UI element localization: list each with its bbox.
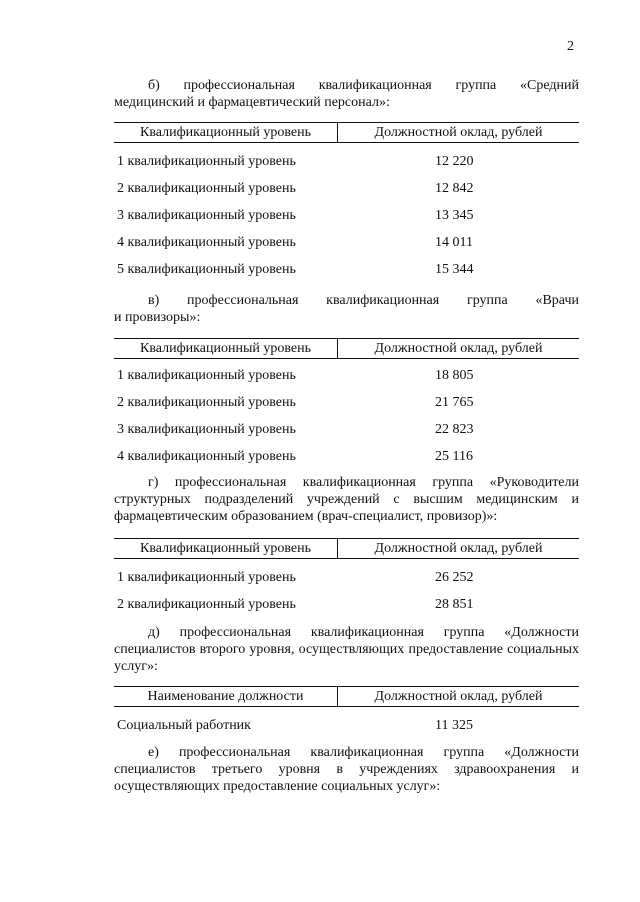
table-v: [114, 338, 579, 475]
paragraph-b-line1: б) профессиональная квалификационная группа «Средний: [148, 78, 579, 93]
table-cell-position: Социальный работник: [117, 718, 251, 733]
table-cell-level: 1 квалификационный уровень: [117, 368, 296, 383]
paragraph-d: [114, 624, 579, 675]
table-cell-level: 4 квалификационный уровень: [117, 235, 296, 250]
table-cell-salary: 22 823: [435, 422, 474, 437]
table-v-header-col2: Должностной оклад, рублей: [374, 341, 543, 356]
table-b-header: [114, 122, 579, 143]
paragraph-e-rest: специалистов третьего уровня в учреждениях здравоохранения и осуществляющих предоставление социальных услуг»:: [114, 762, 579, 794]
table-cell-salary: 11 325: [435, 718, 473, 733]
page-number: 2: [567, 39, 574, 54]
table-b-header-col1: Квалификационный уровень: [140, 125, 311, 140]
table-g-header-col1: Квалификационный уровень: [140, 541, 311, 556]
table-row: [114, 421, 579, 448]
table-v-header-col1: Квалификационный уровень: [140, 341, 311, 356]
table-d-header-col2: Должностной оклад, рублей: [374, 689, 543, 704]
table-row: [114, 207, 579, 234]
table-row: [114, 234, 579, 261]
table-d: [114, 686, 579, 744]
paragraph-g-line1: г) профессиональная квалификационная группа «Руководители: [148, 475, 579, 490]
table-cell-level: 3 квалификационный уровень: [117, 208, 296, 223]
table-row: [114, 261, 579, 288]
table-cell-salary: 25 116: [435, 449, 473, 464]
table-row: [114, 394, 579, 421]
table-row: [114, 153, 579, 180]
paragraph-d-rest: специалистов второго уровня, осуществляющих предоставление социальных услуг»:: [114, 642, 579, 674]
table-cell-level: 3 квалификационный уровень: [117, 422, 296, 437]
table-g: [114, 538, 579, 623]
table-b: [114, 122, 579, 288]
paragraph-g-rest: структурных подразделений учреждений с высшим медицинским и фармацевтическим образованием (врач-специалист, провизор)»:: [114, 492, 579, 524]
paragraph-e-line1: е) профессиональная квалификационная группа «Должности: [148, 745, 579, 760]
table-cell-salary: 15 344: [435, 262, 474, 277]
table-d-header-col1: Наименование должности: [147, 689, 304, 704]
table-cell-salary: 26 252: [435, 570, 474, 585]
table-row: [114, 367, 579, 394]
table-cell-salary: 21 765: [435, 395, 474, 410]
paragraph-b-rest: медицинский и фармацевтический персонал»:: [114, 95, 390, 110]
table-b-header-col2: Должностной оклад, рублей: [374, 125, 543, 140]
paragraph-v-line1: в) профессиональная квалификационная группа «Врачи: [148, 293, 579, 308]
paragraph-e: [114, 744, 579, 795]
table-cell-level: 2 квалификационный уровень: [117, 181, 296, 196]
table-row: [114, 180, 579, 207]
paragraph-g: [114, 474, 579, 525]
paragraph-d-line1: д) профессиональная квалификационная группа «Должности: [148, 625, 579, 640]
table-cell-salary: 12 842: [435, 181, 474, 196]
paragraph-v-rest: и провизоры»:: [114, 310, 201, 325]
table-cell-level: 4 квалификационный уровень: [117, 449, 296, 464]
table-cell-level: 5 квалификационный уровень: [117, 262, 296, 277]
table-d-header: [114, 686, 579, 707]
table-row: [114, 448, 579, 475]
table-cell-level: 2 квалификационный уровень: [117, 395, 296, 410]
table-g-header: [114, 538, 579, 559]
table-cell-level: 1 квалификационный уровень: [117, 570, 296, 585]
table-g-header-col2: Должностной оклад, рублей: [374, 541, 543, 556]
table-row: [114, 569, 579, 596]
table-cell-salary: 28 851: [435, 597, 474, 612]
table-cell-salary: 18 805: [435, 368, 474, 383]
paragraph-v: [114, 292, 579, 326]
table-cell-level: 2 квалификационный уровень: [117, 597, 296, 612]
table-row: [114, 596, 579, 623]
table-row: [114, 717, 579, 744]
paragraph-b: [114, 77, 579, 111]
table-cell-level: 1 квалификационный уровень: [117, 154, 296, 169]
table-cell-salary: 14 011: [435, 235, 473, 250]
table-cell-salary: 13 345: [435, 208, 474, 223]
table-v-header: [114, 338, 579, 359]
table-cell-salary: 12 220: [435, 154, 474, 169]
